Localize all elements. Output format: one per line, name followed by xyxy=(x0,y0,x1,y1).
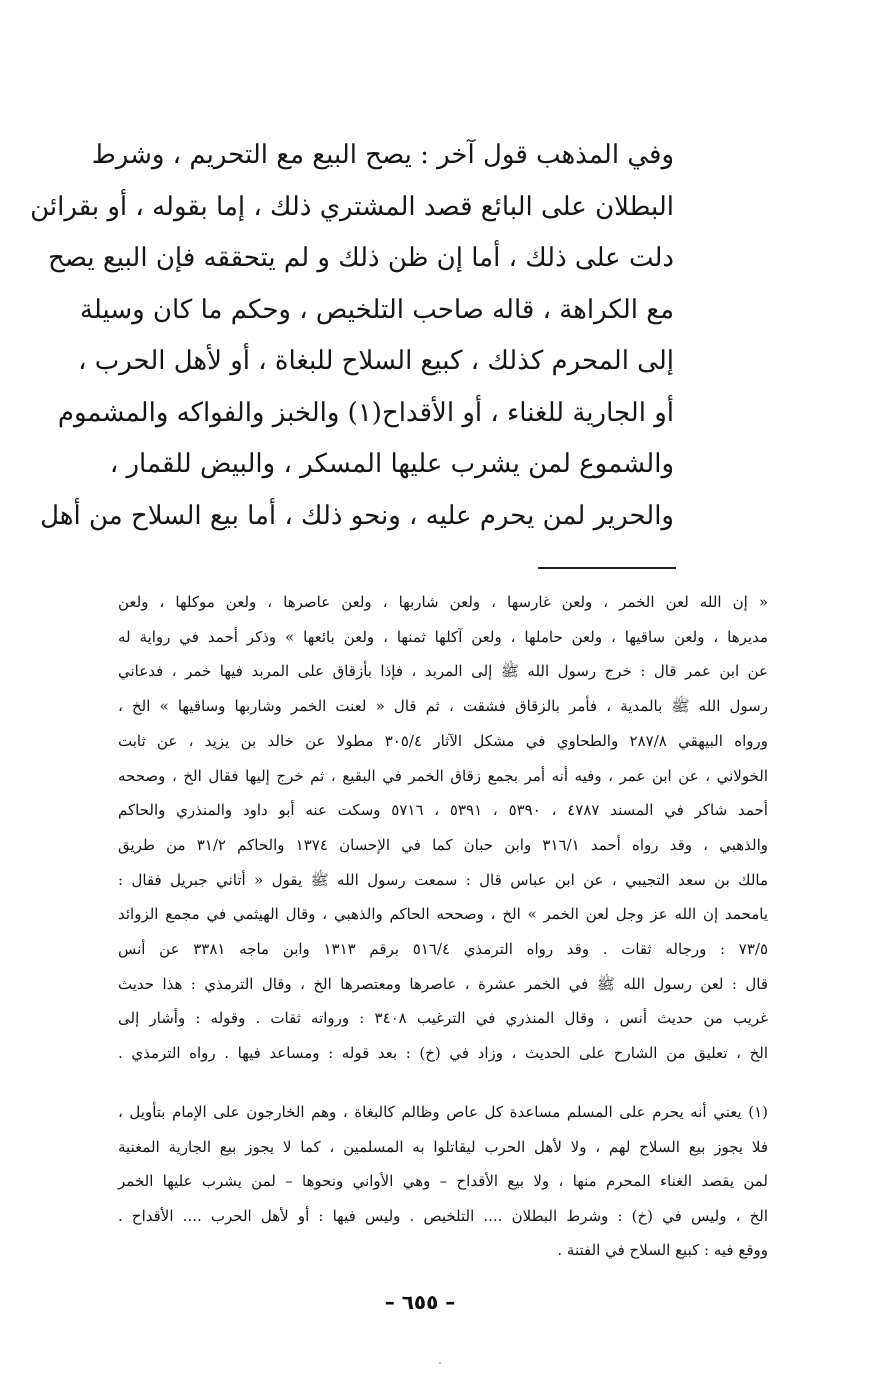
footnote-line: غريب من حديث أنس ، وقال المنذري في الترغيب ٣٤٠٨ : ورواته ثقات . وقوله : وأشار إلى xyxy=(118,1009,768,1028)
footnote-line: مالك بن سعد التجيبي ، عن ابن عباس قال : سمعت رسول الله ﷺ يقول « أتاني جبريل فقال : xyxy=(118,870,768,889)
footnote-1-block xyxy=(118,1095,768,1268)
main-text-line: أو الجارية للغناء ، أو الأقداح(١) والخبز والفواكه والمشموم xyxy=(57,397,674,428)
footnote-separator xyxy=(538,567,676,569)
page-number: – ٦٥٥ – xyxy=(384,1290,456,1314)
footnote-line: ٧٣/٥ : ورجاله ثقات . وقد رواه الترمذي ٥١٦/٤ برقم ١٣١٣ وابن ماجه ٣٣٨١ عن أنس xyxy=(118,940,769,959)
footnote-line: يامحمد إن الله عز وجل لعن الخمر » الخ ، وصححه الحاكم والذهبي ، وقال الهيثمي في مجمع الزوائد xyxy=(118,905,768,924)
footnote-line: ووقع فيه : كبيع السلاح في الفتنة . xyxy=(557,1241,768,1259)
footnote-line: الخ ، وليس في (خ) : وشرط البطلان .... التلخيص . وليس فيها : أو لأهل الحرب .... الأقداح . xyxy=(118,1206,768,1225)
footnote-continued-block xyxy=(118,585,768,1071)
footnote-line: رسول الله ﷺ بالمدية ، فأمر بالزقاق فشقت ، ثم قال « لعنت الخمر وشاربها وساقيها » الخ ، xyxy=(118,697,768,716)
main-text-line: إلى المحرم كذلك ، كبيع السلاح للبغاة ، أو لأهل الحرب ، xyxy=(78,346,674,376)
footnote-line: الخ ، تعليق من الشارح على الحديث ، وزاد في (خ) : بعد قوله : ومساعد فيها . رواه الترمذي . xyxy=(118,1044,768,1063)
main-text-line: البطلان على البائع قصد المشتري ذلك ، إما بقوله ، أو بقرائن xyxy=(30,191,674,222)
main-text-line: والشموع لمن يشرب عليها المسكر ، والبيض للقمار ، xyxy=(109,449,674,479)
main-text-line: دلت على ذلك ، أما إن ظن ذلك و لم يتحققه فإن البيع يصح xyxy=(48,243,674,273)
footnote-line: مديرها ، ولعن ساقيها ، ولعن حاملها ، ولعن آكلها ثمنها ، ولعن بائعها » وذكر أحمد في رواية له xyxy=(118,627,768,646)
footnote-line: قال : لعن رسول الله ﷺ في الخمر عشرة ، عاصرها ومعتصرها الخ ، وقال الترمذي : هذا حديث xyxy=(118,974,768,993)
footnote-line: (١) يعني أنه يحرم على المسلم مساعدة كل عاص وظالم كالبغاة ، وهم الخارجون على الإمام بتأويل ، xyxy=(118,1103,768,1121)
main-text-line: والحرير لمن يحرم عليه ، ونحو ذلك ، أما بيع السلاح من أهل xyxy=(40,500,674,531)
footnote-line: والذهبي ، وقد رواه أحمد ٣١٦/١ وابن حبان كما في الإحسان ١٣٧٤ والحاكم ٣١/٢ من طريق xyxy=(118,835,768,854)
main-text-line: مع الكراهة ، قاله صاحب التلخيص ، وحكم ما كان وسيلة xyxy=(79,294,674,325)
main-text-body xyxy=(30,130,674,542)
footnote-line: « إن الله لعن الخمر ، ولعن غارسها ، ولعن شاربها ، ولعن عاصرها ، ولعن موكلها ، ولعن xyxy=(118,593,768,611)
footnote-line: لمن يقصد الغناء المحرم منها ، ولا بيع الأقداح – وهي الأواني ونحوها – لمن يشرب عليها الخمر xyxy=(118,1172,768,1190)
footnote-line: الخولاني ، عن ابن عمر ، وفيه أنه أمر بجمع زقاق الخمر في البقيع ، ثم خرج إليها فقال الخ ، وصححه xyxy=(118,766,768,785)
scan-speck xyxy=(439,1362,441,1364)
footnote-line: أحمد شاكر في المسند ٤٧٨٧ ، ٥٣٩٠ ، ٥٣٩١ ، ٥٧١٦ وسكت عنه أبو داود والمنذري والحاكم xyxy=(118,801,768,820)
footnote-line: فلا يجوز بيع السلاح لهم ، ولا لأهل الحرب ليقاتلوا به المسلمين ، كما لا يجوز بيع الجارية المغنية xyxy=(118,1137,768,1156)
footnote-line: ورواه البيهقي ٢٨٧/٨ والطحاوي في مشكل الآثار ٣٠٥/٤ مطولا عن خالد بن يزيد ، عن ثابت xyxy=(118,731,768,750)
footnote-line: عن ابن عمر قال : خرج رسول الله ﷺ إلى المربد ، فإذا بأزقاق على المربد فيها خمر ، فدعاني xyxy=(118,662,768,681)
main-text-line: وفي المذهب قول آخر : يصح البيع مع التحريم ، وشرط xyxy=(91,140,674,170)
